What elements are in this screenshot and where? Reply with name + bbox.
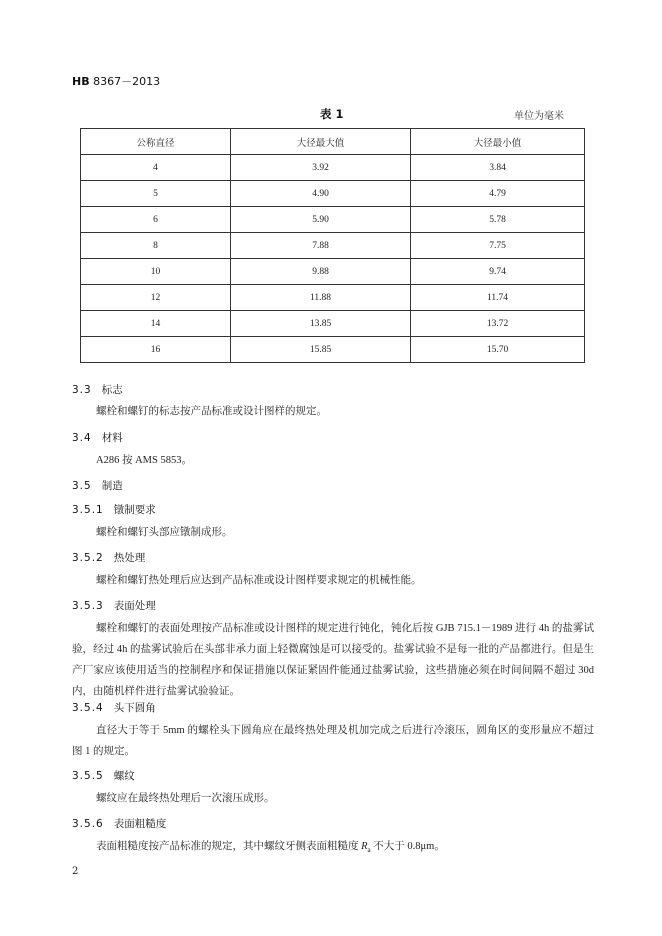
dimension-table xyxy=(80,128,585,363)
table-cell: 7.88 xyxy=(231,233,411,259)
section-number: 3.5 xyxy=(72,480,92,492)
column-header: 公称直径 xyxy=(81,129,231,155)
section-3-5-heading xyxy=(72,478,123,493)
section-number: 3.5.3 xyxy=(72,600,104,612)
column-header: 大径最小值 xyxy=(411,129,585,155)
table-row xyxy=(81,155,585,181)
section-title: 螺纹 xyxy=(113,770,135,782)
table-row xyxy=(81,181,585,207)
section-title: 表面粗糙度 xyxy=(113,818,167,830)
table-cell: 8 xyxy=(81,233,231,259)
table-cell: 3.92 xyxy=(231,155,411,181)
section-number: 3.5.1 xyxy=(72,504,104,516)
section-3-5-1-heading xyxy=(72,502,156,517)
table-cell: 4 xyxy=(81,155,231,181)
table-cell: 5 xyxy=(81,181,231,207)
table-row xyxy=(81,259,585,285)
section-title: 材料 xyxy=(101,432,123,444)
table-row xyxy=(81,285,585,311)
section-number: 3.5.5 xyxy=(72,770,104,782)
section-3-5-2-heading xyxy=(72,550,145,565)
table-cell: 3.84 xyxy=(411,155,585,181)
table-cell: 16 xyxy=(81,337,231,363)
section-number: 3.5.6 xyxy=(72,818,104,830)
section-number: 3.3 xyxy=(72,384,92,396)
table-row xyxy=(81,207,585,233)
section-3-4-text: A286 按 AMS 5853。 xyxy=(96,455,192,466)
section-3-5-4-text: 直径大于等于 5mm 的螺栓头下圆角应在最终热处理及机加完成之后进行冷滚压，圆角区的变形量应不超过图 1 的规定。 xyxy=(72,725,594,757)
section-3-5-5-text: 螺纹应在最终热处理后一次滚压成形。 xyxy=(96,793,275,804)
table-row xyxy=(81,337,585,363)
section-3-3-text: 螺栓和螺钉的标志按产品标准或设计图样的规定。 xyxy=(96,406,327,417)
section-3-5-3-text: 螺栓和螺钉的表面处理按产品标准或设计图样的规定进行钝化，钝化后按 GJB 715.1－1989 进行 4h 的盐雾试验，经过 4h 的盐雾试验后在头部非承力面上轻微腐蚀是可以接受的。盐雾试验不是每一批的产品都进行。但是生产厂家应该使用适当的控制程序和保证措施以保证紧固件能通过盐雾试验，这些措施必须在时间间隔不超过 30d 内，由随机样件进行盐雾试验验证。 xyxy=(72,623,594,697)
section-3-5-3-heading xyxy=(72,598,156,613)
roughness-subscript: a xyxy=(367,846,371,855)
section-title: 头下圆角 xyxy=(113,702,156,714)
section-title: 镦制要求 xyxy=(113,504,156,516)
table-cell: 9.74 xyxy=(411,259,585,285)
table-cell: 7.75 xyxy=(411,233,585,259)
table-cell: 5.90 xyxy=(231,207,411,233)
table-header-row xyxy=(81,129,585,155)
table-cell: 13.85 xyxy=(231,311,411,337)
section-3-5-6-text xyxy=(72,836,594,861)
table-cell: 11.88 xyxy=(231,285,411,311)
section-3-5-6-heading xyxy=(72,816,166,831)
section-3-4-heading xyxy=(72,430,123,445)
section-3-5-4-heading xyxy=(72,700,156,715)
section-3-5-5-heading xyxy=(72,768,135,783)
section-title: 制造 xyxy=(101,480,123,492)
column-header: 大径最大值 xyxy=(231,129,411,155)
table-unit: 单位为毫米 xyxy=(514,111,564,122)
table-cell: 4.90 xyxy=(231,181,411,207)
roughness-symbol: R xyxy=(361,841,368,852)
header-code: HB xyxy=(72,75,90,88)
table-cell: 13.72 xyxy=(411,311,585,337)
table-cell: 15.85 xyxy=(231,337,411,363)
table-cell: 9.88 xyxy=(231,259,411,285)
page-number: 2 xyxy=(72,866,79,877)
table-cell: 12 xyxy=(81,285,231,311)
document-header xyxy=(72,73,160,89)
table-cell: 10 xyxy=(81,259,231,285)
section-3-5-1-text: 螺栓和螺钉头部应镦制成形。 xyxy=(96,527,233,538)
section-3-5-2-text: 螺栓和螺钉热处理后应达到产品标准或设计图样要求规定的机械性能。 xyxy=(96,575,422,586)
section-title: 表面处理 xyxy=(113,600,156,612)
section-number: 3.4 xyxy=(72,432,92,444)
roughness-text-before: 表面粗糙度按产品标准的规定，其中螺纹牙侧表面粗糙度 xyxy=(96,841,362,852)
header-number: 8367－2013 xyxy=(93,75,161,88)
table-cell: 6 xyxy=(81,207,231,233)
table-cell: 4.79 xyxy=(411,181,585,207)
section-3-3-heading xyxy=(72,382,123,397)
table-caption: 表 1 xyxy=(320,107,344,121)
section-title: 标志 xyxy=(101,384,123,396)
table-row xyxy=(81,233,585,259)
table-cell: 5.78 xyxy=(411,207,585,233)
table-row xyxy=(81,311,585,337)
section-number: 3.5.2 xyxy=(72,552,104,564)
table-cell: 15.70 xyxy=(411,337,585,363)
roughness-text-after: 不大于 0.8μm。 xyxy=(370,841,445,852)
table-cell: 11.74 xyxy=(411,285,585,311)
section-title: 热处理 xyxy=(113,552,146,564)
table-cell: 14 xyxy=(81,311,231,337)
section-number: 3.5.4 xyxy=(72,702,104,714)
